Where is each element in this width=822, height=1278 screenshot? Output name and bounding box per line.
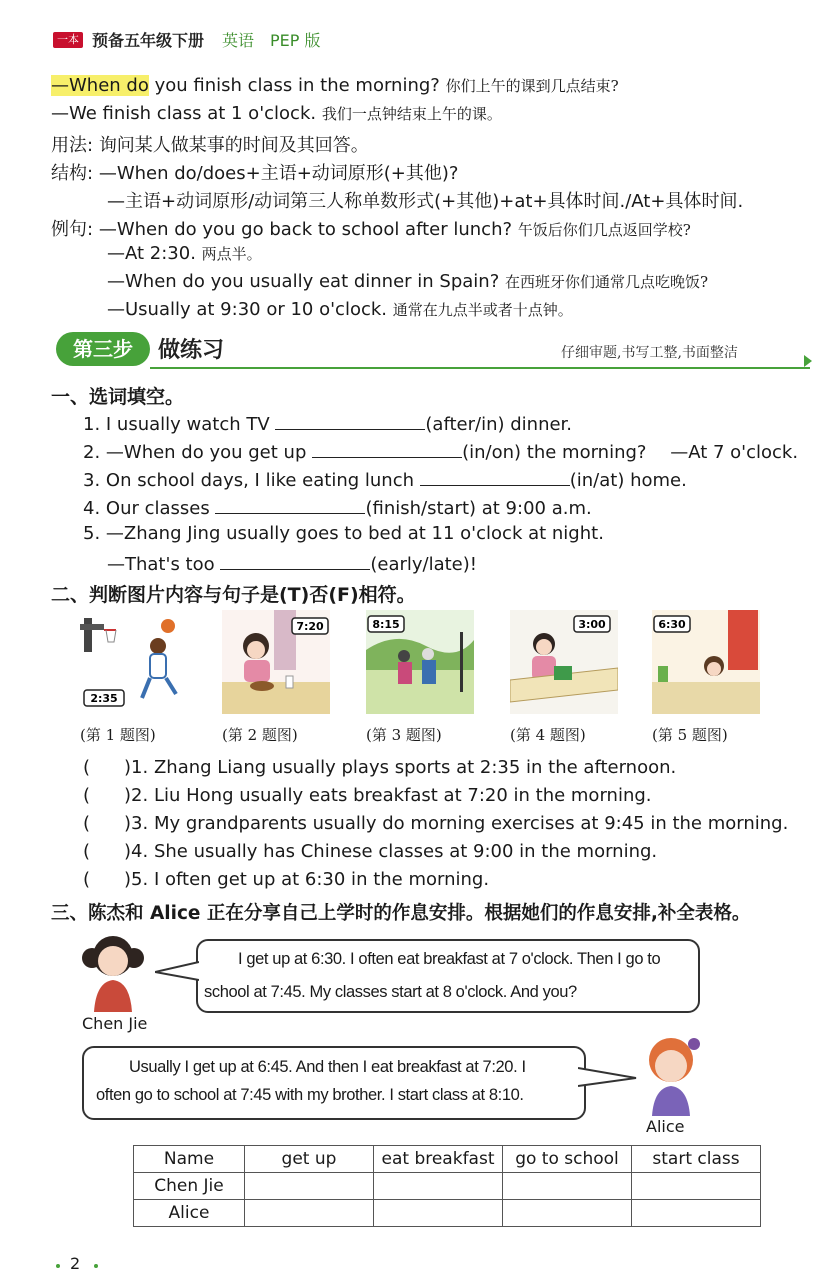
- hoop-net: [106, 630, 116, 642]
- q1-blank[interactable]: [275, 411, 425, 430]
- answer-paren[interactable]: (: [83, 869, 91, 890]
- q3-blank[interactable]: [420, 467, 570, 486]
- usage-line: [51, 131, 369, 157]
- footer-dot-right: [94, 1264, 98, 1268]
- step-tagline: 仔细审题,书写工整,书面整洁: [561, 345, 738, 361]
- example-2-en: —At 2:30.: [107, 243, 196, 264]
- tf-item-4: [83, 841, 657, 862]
- example-line-4: [107, 299, 573, 320]
- structure-line-2: —主语+动词原形/动词第三人称单数形式(+其他)+at+具体时间./At+具体时间.: [107, 191, 744, 212]
- example-4-zh: 通常在九点半或者十点钟。: [392, 301, 573, 319]
- book-icon: [554, 666, 572, 680]
- answer-cell[interactable]: [632, 1200, 761, 1227]
- player-head: [150, 638, 166, 654]
- part1-question-1: [83, 411, 572, 435]
- book-title: 预备五年级下册: [92, 31, 205, 50]
- structure-label: 结构:: [51, 163, 94, 184]
- tf-item-1: [83, 757, 676, 778]
- grandpa-head: [422, 648, 434, 660]
- tf-item-text: )4. She usually has Chinese classes at 9:00 in the morning.: [124, 841, 658, 862]
- part3-title: 三、陈杰和 Alice 正在分享自己上学时的作息安排。根据她们的作息安排,补全表格。: [51, 903, 751, 924]
- face: [655, 1050, 687, 1082]
- grandpa-body: [422, 660, 436, 684]
- clock-time: 8:15: [372, 618, 400, 631]
- caption-4: (第 4 题图): [510, 726, 586, 744]
- ball-icon: [161, 619, 175, 633]
- header-get-up: get up: [245, 1146, 374, 1173]
- footer-dot-left: [56, 1264, 60, 1268]
- tf-item-2: [83, 785, 652, 806]
- structure-line-1: [51, 159, 458, 185]
- q1-options: (after/in) dinner.: [425, 414, 573, 435]
- tf-item-text: )3. My grandparents usually do morning exercises at 9:45 in the morning.: [124, 813, 789, 834]
- grandma-head: [398, 650, 410, 662]
- example-3-en: —When do you usually eat dinner in Spain?: [107, 271, 500, 292]
- boy-face: [707, 662, 721, 676]
- alice-line-2: often go to school at 7:45 with my brother. I start class at 8:10.: [96, 1086, 524, 1104]
- example-line-3: [107, 271, 708, 292]
- answer-cell[interactable]: [503, 1200, 632, 1227]
- example-4-en: —Usually at 9:30 or 10 o'clock.: [107, 299, 387, 320]
- page-number: 2: [70, 1254, 81, 1273]
- schedule-table: [133, 1145, 761, 1227]
- part1-question-4: [83, 495, 592, 519]
- answer-paren[interactable]: (: [83, 757, 91, 778]
- header-go-to-school: go to school: [503, 1146, 632, 1173]
- player-jersey: [150, 654, 166, 678]
- grammar-question-zh: 你们上午的课到几点结束?: [445, 77, 619, 95]
- example-3-zh: 在西班牙你们通常几点吃晚饭?: [505, 273, 709, 291]
- q2-options: (in/on) the morning?: [462, 442, 647, 463]
- hair-bow: [688, 1038, 700, 1050]
- row-name: Chen Jie: [134, 1173, 245, 1200]
- clock-time: 7:20: [296, 620, 324, 633]
- caption-1: (第 1 题图): [80, 726, 156, 744]
- part1-question-2: [83, 439, 798, 463]
- grammar-question: [51, 75, 619, 96]
- q2-answer: —At 7 o'clock.: [670, 442, 799, 463]
- hoop-board: [80, 624, 104, 630]
- girl-shirt: [244, 660, 270, 682]
- alice-line-1: Usually I get up at 6:45. And then I eat breakfast at 7:20. I: [129, 1058, 526, 1076]
- answer-paren[interactable]: (: [83, 813, 91, 834]
- grass: [366, 670, 474, 714]
- chen-jie-line-1: I get up at 6:30. I often eat breakfast at 7 o'clock. Then I go to: [238, 950, 661, 968]
- hoop-post: [84, 618, 92, 652]
- face: [98, 946, 128, 976]
- example-line-1: [51, 215, 691, 241]
- q2-text: 2. —When do you get up: [83, 442, 313, 463]
- row-name: Alice: [134, 1200, 245, 1227]
- alice-avatar: [636, 1030, 706, 1116]
- tf-item-5: [83, 869, 489, 890]
- example-line-2: [107, 243, 262, 264]
- step-divider: [150, 367, 810, 369]
- caption-3: (第 3 题图): [366, 726, 442, 744]
- header-name: Name: [134, 1146, 245, 1173]
- answer-cell[interactable]: [374, 1200, 503, 1227]
- edition-label: PEP 版: [270, 31, 321, 50]
- step-title: 做练习: [158, 338, 225, 363]
- bubble-tail-right: [578, 1066, 638, 1088]
- part1-question-5-reply: [107, 551, 477, 575]
- lamp-post: [460, 632, 463, 692]
- q4-options: (finish/start) at 9:00 a.m.: [365, 498, 592, 519]
- clock-time: 6:30: [658, 618, 686, 631]
- tf-item-text: )1. Zhang Liang usually plays sports at 2:35 in the afternoon.: [124, 757, 677, 778]
- bed: [652, 682, 760, 714]
- clock-time: 2:35: [90, 692, 118, 705]
- header-start-class: start class: [632, 1146, 761, 1173]
- answer-paren[interactable]: (: [83, 841, 91, 862]
- publisher-logo: 一本: [53, 32, 83, 48]
- answer-cell[interactable]: [632, 1173, 761, 1200]
- example-label: 例句:: [51, 219, 94, 240]
- player-legs: [142, 678, 176, 698]
- grammar-question-text: you finish class in the morning?: [148, 75, 440, 96]
- q5-blank[interactable]: [220, 551, 370, 570]
- answer-cell[interactable]: [245, 1200, 374, 1227]
- grandma-body: [398, 662, 412, 684]
- clock-time: 3:00: [578, 618, 606, 631]
- part1-question-5: 5. —Zhang Jing usually goes to bed at 11 o'clock at night.: [83, 523, 604, 544]
- table-row: [134, 1200, 761, 1227]
- step-arrow-icon: [804, 355, 812, 367]
- example-1-zh: 午饭后你们几点返回学校?: [517, 221, 691, 239]
- girl-face: [536, 639, 552, 655]
- q3-text: 3. On school days, I like eating lunch: [83, 470, 420, 491]
- subject-label: 英语: [222, 31, 255, 50]
- girl-face: [247, 641, 265, 659]
- part2-title: 二、判断图片内容与句子是(T)否(F)相符。: [51, 584, 416, 606]
- q2-blank[interactable]: [312, 439, 462, 458]
- table-row: [134, 1173, 761, 1200]
- answer-cell[interactable]: [245, 1173, 374, 1200]
- header-eat-breakfast: eat breakfast: [374, 1146, 503, 1173]
- part1-question-3: [83, 467, 687, 491]
- q3-options: (in/at) home.: [569, 470, 687, 491]
- example-1-en: —When do you go back to school after lunch?: [98, 219, 513, 240]
- step-badge: 第三步: [56, 332, 150, 366]
- grammar-answer-zh: 我们一点钟结束上午的课。: [321, 105, 502, 123]
- shirt: [652, 1086, 690, 1116]
- example-2-zh: 两点半。: [201, 245, 262, 263]
- q4-blank[interactable]: [215, 495, 365, 514]
- picture-2-breakfast: [222, 610, 330, 714]
- chen-jie-name: Chen Jie: [82, 1014, 148, 1033]
- picture-5-getting-up: [652, 610, 760, 714]
- picture-3-exercise: [366, 610, 474, 714]
- q4-text: 4. Our classes: [83, 498, 216, 519]
- answer-cell[interactable]: [503, 1173, 632, 1200]
- q5-options: (early/late)!: [370, 554, 477, 575]
- usage-text: 询问某人做某事的时间及其回答。: [98, 135, 369, 156]
- picture-4-class: [510, 610, 618, 714]
- chen-jie-avatar: [80, 928, 146, 1012]
- structure-text-1: —When do/does+主语+动词原形(+其他)?: [98, 163, 459, 184]
- tf-item-3: [83, 813, 788, 834]
- grammar-highlight: —When do: [51, 75, 149, 96]
- tf-item-text: )5. I often get up at 6:30 in the morning.: [124, 869, 490, 890]
- q5-text: —That's too: [107, 554, 221, 575]
- table-header-row: [134, 1146, 761, 1173]
- usage-label: 用法:: [51, 135, 94, 156]
- grammar-answer: [51, 103, 502, 124]
- q1-text: 1. I usually watch TV: [83, 414, 276, 435]
- chen-jie-line-2: school at 7:45. My classes start at 8 o'clock. And you?: [204, 983, 577, 1001]
- tf-item-text: )2. Liu Hong usually eats breakfast at 7:20 in the morning.: [124, 785, 652, 806]
- table: [222, 682, 330, 714]
- bubble-tail-left: [155, 960, 199, 982]
- answer-cell[interactable]: [374, 1173, 503, 1200]
- caption-2: (第 2 题图): [222, 726, 298, 744]
- curtain: [728, 610, 758, 670]
- glass-icon: [286, 676, 293, 688]
- part1-title: 一、选词填空。: [51, 386, 185, 408]
- picture-1-basketball: [80, 610, 188, 714]
- answer-paren[interactable]: (: [83, 785, 91, 806]
- bowl-icon: [250, 681, 274, 691]
- alice-name: Alice: [646, 1117, 685, 1136]
- grammar-answer-en: —We finish class at 1 o'clock.: [51, 103, 317, 124]
- caption-5: (第 5 题图): [652, 726, 728, 744]
- dress: [94, 980, 132, 1012]
- plant-icon: [658, 666, 668, 682]
